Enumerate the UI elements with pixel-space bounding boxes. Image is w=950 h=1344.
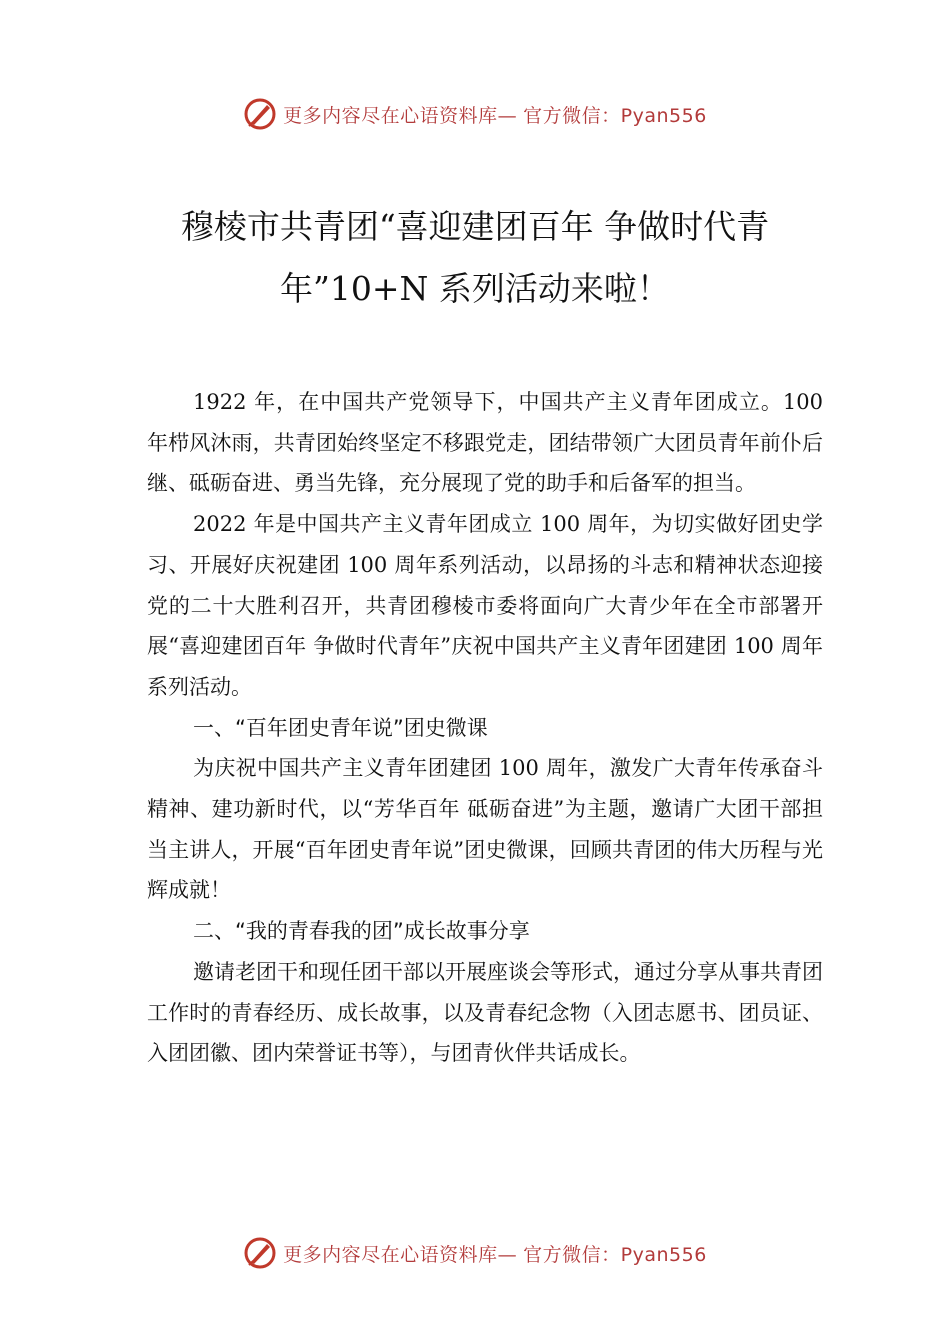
quill-logo-icon xyxy=(243,97,277,131)
header-banner xyxy=(0,94,950,134)
quill-logo-icon xyxy=(243,1236,277,1270)
section-heading: 二、“我的青春我的团”成长故事分享 xyxy=(193,919,530,944)
footer-banner xyxy=(0,1233,950,1273)
paragraph: 为庆祝中国共产主义青年团建团 100 周年，激发广大青年传承奋斗精神、建功新时代，以“芳华百年 砥砺奋进”为主题，邀请广大团干部担当主讲人，开展“百年团史青年说”团史微课，回顾共青团的伟大历程与光辉成就！ xyxy=(147,756,823,903)
article-body xyxy=(147,382,823,1074)
banner-wechat: 官方微信：Pyan556 xyxy=(523,1243,707,1266)
paragraph: 邀请老团干和现任团干部以开展座谈会等形式，通过分享从事共青团工作时的青春经历、成长故事，以及青春纪念物（入团志愿书、团员证、入团团徽、团内荣誉证书等），与团青伙伴共话成长。 xyxy=(147,959,823,1066)
banner-text: 更多内容尽在心语资料库— xyxy=(283,104,518,127)
paragraph: 2022 年是中国共产主义青年团成立 100 周年，为切实做好团史学习、开展好庆祝建团 100 周年系列活动，以昂扬的斗志和精神状态迎接党的二十大胜利召开，共青团穆棱市委将面向广大青少年在全市部署开展“喜迎建团百年 争做时代青年”庆祝中国共产主义青年团建团 100 周年系列活动。 xyxy=(147,512,823,699)
banner-text: 更多内容尽在心语资料库— xyxy=(283,1243,518,1266)
paragraph: 1922 年，在中国共产党领导下，中国共产主义青年团成立。100 年栉风沐雨，共青团始终坚定不移跟党走，团结带领广大团员青年前仆后继、砥砺奋进、勇当先锋，充分展现了党的助手和后备军的担当。 xyxy=(147,390,823,496)
banner-wechat: 官方微信：Pyan556 xyxy=(523,104,707,127)
article-title: 穆棱市共青团“喜迎建团百年 争做时代青年”10+N 系列活动来啦！ xyxy=(180,207,770,308)
section-heading: 一、“百年团史青年说”团史微课 xyxy=(193,715,488,740)
